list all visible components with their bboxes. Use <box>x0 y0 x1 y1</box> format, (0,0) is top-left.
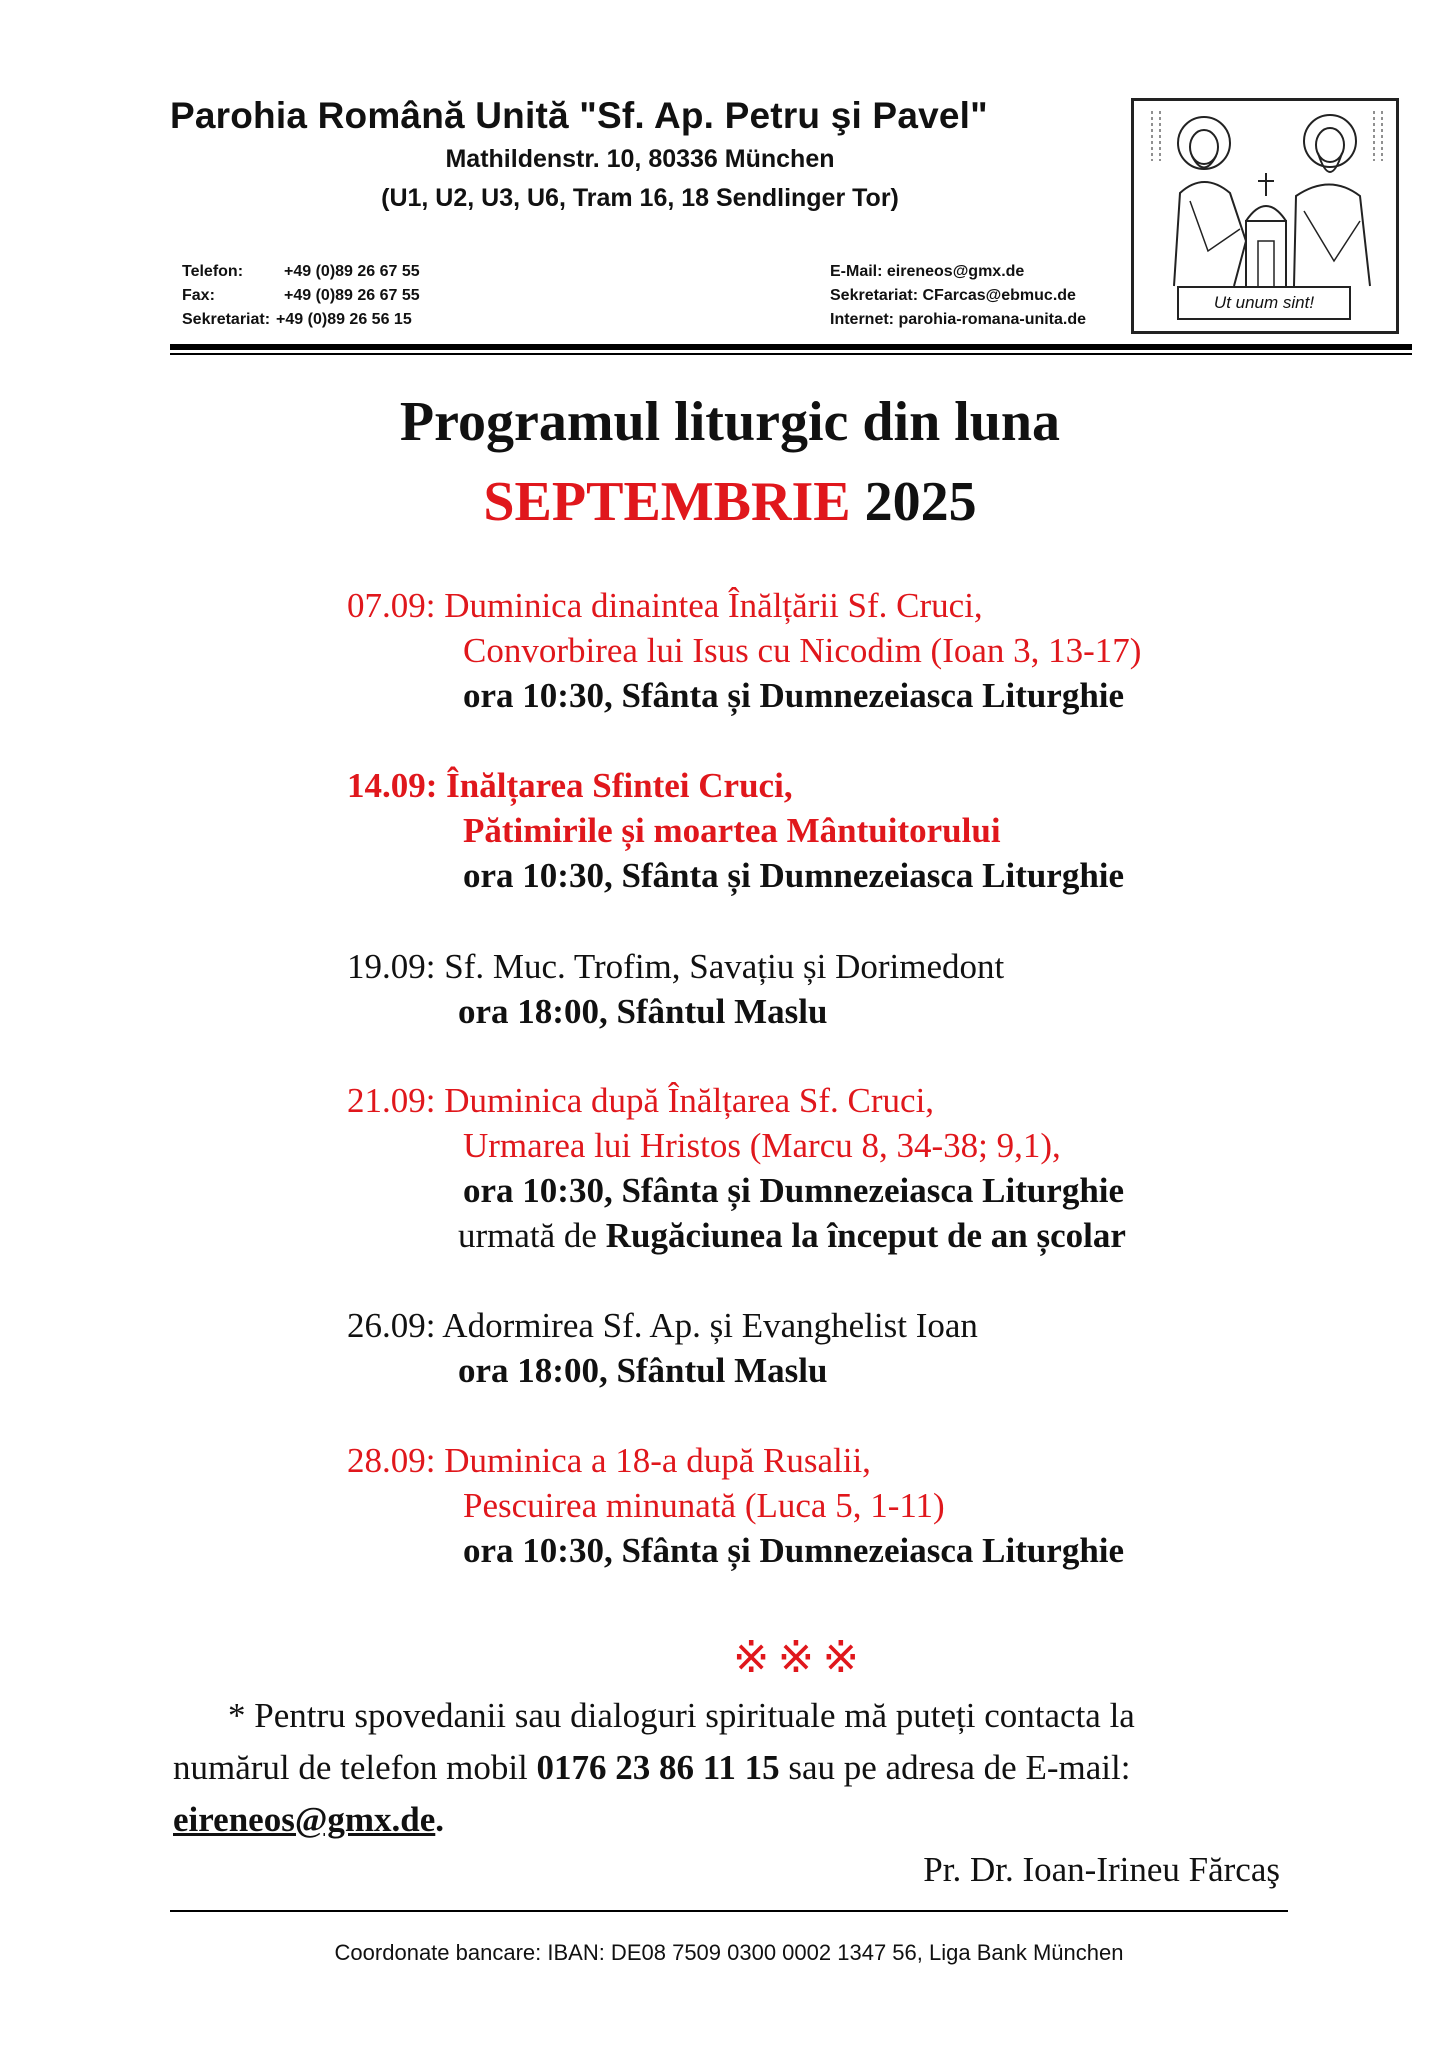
note-text: numărul de telefon mobil <box>173 1748 537 1787</box>
header-divider <box>170 344 1412 350</box>
note-text: sau pe adresa de E-mail: <box>779 1748 1131 1787</box>
title-year: 2025 <box>864 471 977 533</box>
contact-value: +49 (0)89 26 67 55 <box>284 263 420 280</box>
contact-value: +49 (0)89 26 56 15 <box>276 311 412 328</box>
entry-service: ora 10:30, Sfânta și Dumnezeiasca Liturghie <box>463 1531 1125 1570</box>
contact-label: Sekretariat: <box>182 311 271 328</box>
schedule-entry <box>347 1078 1347 1258</box>
followup-prayer: Rugăciunea la început de an școlar <box>605 1216 1126 1255</box>
footer-divider <box>170 1910 1288 1912</box>
contact-block-right <box>830 260 1150 332</box>
schedule-entry <box>347 944 1347 1034</box>
contact-website[interactable]: Internet: parohia-romana-unita.de <box>830 311 1087 328</box>
confession-note <box>173 1690 1273 1846</box>
contact-block-left <box>182 260 662 332</box>
schedule-entry <box>347 1438 1347 1573</box>
entry-date-feast: 26.09: Adormirea Sf. Ap. și Evanghelist Ioan <box>347 1306 978 1345</box>
note-line-1: * Pentru spovedanii sau dialoguri spirituale mă puteți contacta la <box>228 1696 1135 1735</box>
page-subtitle <box>180 470 1280 534</box>
note-period: . <box>435 1800 445 1839</box>
contact-label: Fax: <box>182 287 215 304</box>
entry-date-feast: 14.09: Înălțarea Sfintei Cruci, <box>347 766 793 805</box>
entry-service: ora 10:30, Sfânta și Dumnezeiasca Liturghie <box>463 856 1125 895</box>
entry-gospel: Pătimirile și moartea Mântuitorului <box>463 811 1001 850</box>
followup-prefix: urmată de <box>458 1216 606 1255</box>
note-line-3 <box>173 1794 1273 1846</box>
parish-transit: (U1, U2, U3, U6, Tram 16, 18 Sendlinger Tor) <box>381 184 899 212</box>
entry-service: ora 18:00, Sfântul Maslu <box>458 1351 828 1390</box>
mobile-phone[interactable]: 0176 23 86 11 15 <box>536 1748 780 1787</box>
entry-date-feast: 21.09: Duminica după Înălțarea Sf. Cruci, <box>347 1081 935 1120</box>
bank-details: Coordonate bancare: IBAN: DE08 7509 0300 0002 1347 56, Liga Bank München <box>334 1940 1124 1965</box>
contact-secretariat-email[interactable]: Sekretariat: CFarcas@ebmuc.de <box>830 287 1076 304</box>
page-title: Programul liturgic din luna <box>399 391 1061 453</box>
contact-fax <box>182 284 662 308</box>
contact-label: Telefon: <box>182 263 244 280</box>
entry-followup <box>347 1213 1347 1258</box>
entry-service: ora 10:30, Sfânta și Dumnezeiasca Liturghie <box>463 676 1125 715</box>
decorative-separator: ※※※ <box>732 1633 868 1682</box>
entry-gospel: Convorbirea lui Isus cu Nicodim (Ioan 3, 13-17) <box>463 631 1142 670</box>
entry-service: ora 10:30, Sfânta și Dumnezeiasca Liturghie <box>463 1171 1125 1210</box>
schedule-entry <box>347 763 1347 898</box>
entry-gospel: Urmarea lui Hristos (Marcu 8, 34-38; 9,1), <box>463 1126 1061 1165</box>
contact-secretariat <box>182 308 662 332</box>
entry-date-feast: 28.09: Duminica a 18-a după Rusalii, <box>347 1441 871 1480</box>
schedule-entry <box>347 583 1347 718</box>
contact-email[interactable]: E-Mail: eireneos@gmx.de <box>830 263 1025 280</box>
title-month: SEPTEMBRIE <box>483 471 851 533</box>
schedule-entry <box>347 1303 1347 1393</box>
entry-date-feast: 07.09: Duminica dinaintea Înălțării Sf. Cruci, <box>347 586 983 625</box>
header-divider-thin <box>170 353 1412 355</box>
entry-service: ora 18:00, Sfântul Maslu <box>458 992 828 1031</box>
contact-email-link[interactable]: eireneos@gmx.de <box>173 1800 436 1839</box>
icon-motto: Ut unum sint! <box>1177 286 1351 320</box>
note-line-2 <box>173 1742 1273 1794</box>
entry-gospel: Pescuirea minunată (Luca 5, 1-11) <box>463 1486 945 1525</box>
parish-address: Mathildenstr. 10, 80336 München <box>445 145 835 173</box>
entry-date-feast: 19.09: Sf. Muc. Trofim, Savațiu și Dorimedont <box>347 947 1005 986</box>
contact-value: +49 (0)89 26 67 55 <box>284 287 420 304</box>
signature: Pr. Dr. Ioan-Irineu Fărcaş <box>923 1850 1280 1889</box>
parish-name: Parohia Română Unită "Sf. Ap. Petru şi Pavel" <box>170 95 988 136</box>
contact-phone <box>182 260 662 284</box>
